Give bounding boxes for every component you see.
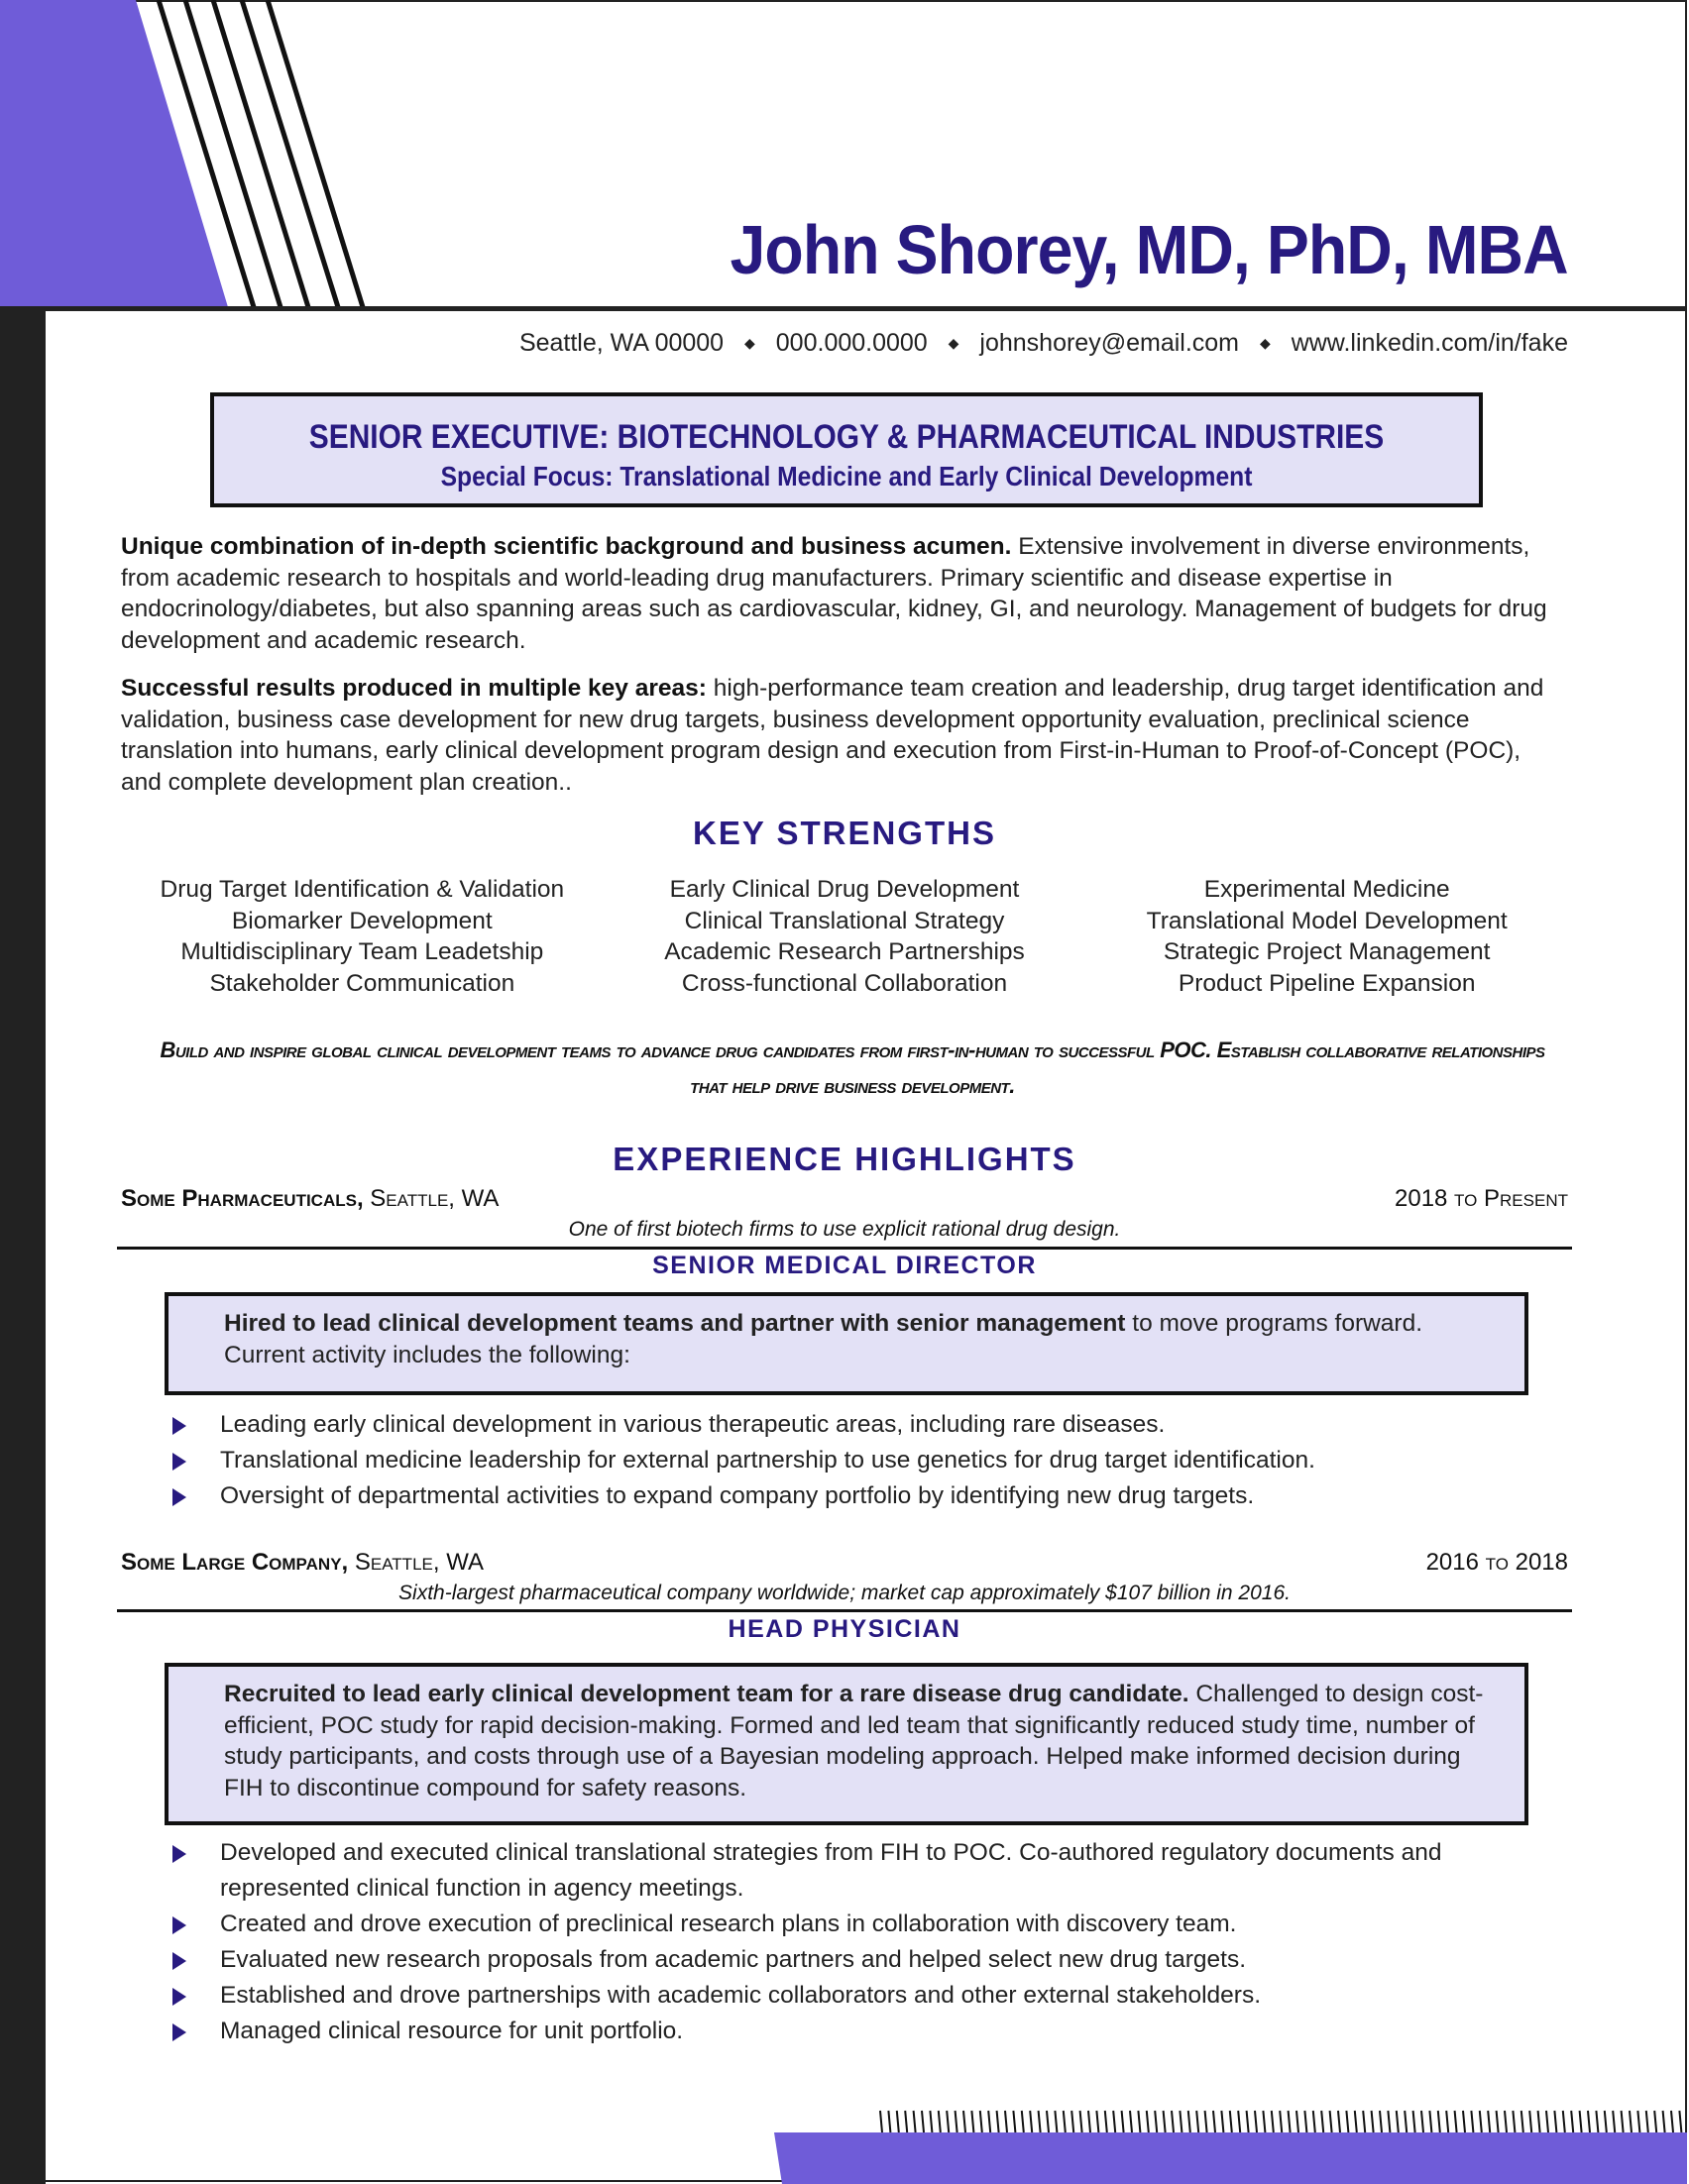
strength-item: Strategic Project Management bbox=[1163, 938, 1491, 965]
diamond-separator-icon: ◆ bbox=[948, 335, 959, 351]
tick-mark bbox=[1113, 2111, 1115, 2132]
strength-item: Early Clinical Drug Development bbox=[669, 876, 1020, 903]
strength-item: Clinical Translational Strategy bbox=[684, 907, 1005, 934]
tick-mark bbox=[1605, 2111, 1607, 2132]
tick-mark bbox=[1255, 2111, 1257, 2132]
tick-mark bbox=[1013, 2111, 1015, 2132]
diamond-separator-icon: ◆ bbox=[1259, 335, 1271, 351]
tick-mark bbox=[1180, 2111, 1182, 2132]
tick-mark bbox=[1164, 2111, 1166, 2132]
section-rule bbox=[117, 1609, 1572, 1612]
bullet-text: Oversight of departmental activities to expand company portfolio by identifying new drug targets. bbox=[220, 1482, 1255, 1509]
tick-mark bbox=[1405, 2111, 1407, 2132]
strengths-column bbox=[1085, 874, 1568, 999]
tick-mark bbox=[1196, 2111, 1198, 2132]
tick-mark bbox=[1122, 2111, 1124, 2132]
tick-mark bbox=[880, 2111, 882, 2132]
tick-mark bbox=[1289, 2111, 1291, 2132]
job-bullets bbox=[172, 1835, 1560, 2049]
tick-mark bbox=[905, 2111, 907, 2132]
list-item bbox=[172, 1407, 1560, 1443]
tick-mark bbox=[1296, 2111, 1298, 2132]
tick-mark bbox=[1580, 2111, 1582, 2132]
tick-mark bbox=[956, 2111, 957, 2132]
company-info bbox=[121, 1185, 499, 1212]
key-strengths-grid bbox=[121, 874, 1568, 999]
tick-mark bbox=[1613, 2111, 1615, 2132]
tick-mark bbox=[1130, 2111, 1132, 2132]
bullet-text: Evaluated new research proposals from academic partners and helped select new drug targets. bbox=[220, 1946, 1247, 1973]
tick-mark bbox=[1421, 2111, 1423, 2132]
tick-mark bbox=[1488, 2111, 1490, 2132]
summary-lead: Unique combination of in-depth scientific background and business acumen. bbox=[121, 533, 1012, 560]
tick-mark bbox=[1238, 2111, 1240, 2132]
job-bullets bbox=[172, 1407, 1560, 1514]
tick-mark bbox=[947, 2111, 949, 2132]
header-rule bbox=[0, 306, 1687, 311]
strength-item: Experimental Medicine bbox=[1203, 876, 1450, 903]
purple-footer-shape bbox=[774, 2132, 1687, 2184]
triangle-bullet-icon bbox=[172, 1488, 186, 1506]
tick-mark bbox=[1230, 2111, 1232, 2132]
summary-paragraph bbox=[121, 673, 1558, 798]
tick-mark bbox=[1105, 2111, 1107, 2132]
tick-mark bbox=[1047, 2111, 1049, 2132]
tick-mark bbox=[1022, 2111, 1024, 2132]
strength-item: Biomarker Development bbox=[231, 907, 493, 934]
tick-mark bbox=[1039, 2111, 1041, 2132]
tick-mark bbox=[1622, 2111, 1624, 2132]
tick-mark bbox=[1438, 2111, 1440, 2132]
tick-mark bbox=[1388, 2111, 1390, 2132]
tick-mark bbox=[1338, 2111, 1340, 2132]
tick-mark bbox=[1313, 2111, 1315, 2132]
job-title: SENIOR MEDICAL DIRECTOR bbox=[652, 1252, 1037, 1279]
tick-mark bbox=[1654, 2111, 1656, 2132]
tick-mark bbox=[1546, 2111, 1548, 2132]
job-summary-lead: Hired to lead clinical development teams and partner with senior management bbox=[224, 1310, 1126, 1337]
bullet-text: Developed and executed clinical translational strategies from FIH to POC. Co-authored regulatory documents and represented clinical function in agency meetings. bbox=[220, 1839, 1442, 1902]
job-title: HEAD PHYSICIAN bbox=[728, 1615, 961, 1643]
header-decoration bbox=[0, 0, 416, 309]
tick-mark bbox=[1471, 2111, 1473, 2132]
footer-decoration bbox=[733, 2101, 1687, 2184]
strength-item: Stakeholder Communication bbox=[209, 969, 515, 997]
tick-mark bbox=[1005, 2111, 1007, 2132]
tick-mark bbox=[1679, 2111, 1681, 2132]
tick-mark bbox=[1480, 2111, 1482, 2132]
job-summary-box bbox=[165, 1663, 1528, 1825]
tick-mark bbox=[1463, 2111, 1465, 2132]
summary-text: Extensive involvement in diverse environments, from academic research to hospitals and world-leading drug manufacturers. Primary scientific and disease expertise in endocrinology/diabetes, but also spanning areas such as cardiovascular, kidney, GI, and neurology. Management of budgets for drug development and academic research. bbox=[121, 533, 1547, 654]
tick-mark bbox=[1088, 2111, 1090, 2132]
tick-mark bbox=[988, 2111, 990, 2132]
bullet-text: Leading early clinical development in various therapeutic areas, including rare diseases. bbox=[220, 1411, 1166, 1438]
tick-mark bbox=[1272, 2111, 1274, 2132]
headline-subtitle: Special Focus: Translational Medicine and Early Clinical Development bbox=[440, 461, 1253, 491]
triangle-bullet-icon bbox=[172, 1453, 186, 1471]
tick-mark bbox=[1455, 2111, 1457, 2132]
tick-mark bbox=[1380, 2111, 1382, 2132]
tick-mark bbox=[1321, 2111, 1323, 2132]
list-item bbox=[172, 1942, 1560, 1978]
tick-mark bbox=[1304, 2111, 1306, 2132]
list-item bbox=[172, 1478, 1560, 1514]
tick-mark bbox=[1663, 2111, 1665, 2132]
tick-mark bbox=[1646, 2111, 1648, 2132]
experience-title: EXPERIENCE HIGHLIGHTS bbox=[613, 1141, 1076, 1177]
tick-mark bbox=[1155, 2111, 1157, 2132]
strength-item: Academic Research Partnerships bbox=[664, 938, 1025, 965]
tick-mark bbox=[1521, 2111, 1523, 2132]
contact-location: Seattle, WA 00000 bbox=[518, 329, 725, 357]
tick-mark bbox=[1346, 2111, 1348, 2132]
company-location: Seattle, WA bbox=[363, 1185, 500, 1212]
list-item bbox=[172, 1443, 1560, 1478]
section-rule bbox=[117, 1247, 1572, 1250]
footer-tick-marks bbox=[880, 2111, 1681, 2132]
triangle-bullet-icon bbox=[172, 1417, 186, 1435]
tick-mark bbox=[1413, 2111, 1415, 2132]
strengths-column bbox=[604, 874, 1086, 999]
strengths-column bbox=[121, 874, 604, 999]
list-item bbox=[172, 1978, 1560, 2014]
list-item bbox=[172, 1907, 1560, 1942]
tick-mark bbox=[1263, 2111, 1265, 2132]
headline-title: SENIOR EXECUTIVE: BIOTECHNOLOGY & PHARMACEUTICAL INDUSTRIES bbox=[308, 418, 1385, 456]
job-summary-text: to move programs forward. Current activity includes the following: bbox=[224, 1310, 1423, 1368]
tick-mark bbox=[1363, 2111, 1365, 2132]
tick-mark bbox=[1446, 2111, 1448, 2132]
tick-mark bbox=[1637, 2111, 1639, 2132]
tick-mark bbox=[980, 2111, 982, 2132]
company-name: Some Large Company, bbox=[121, 1549, 349, 1576]
tick-mark bbox=[1563, 2111, 1565, 2132]
tick-mark bbox=[1188, 2111, 1190, 2132]
job-header bbox=[121, 1549, 1568, 1577]
company-name: Some Pharmaceuticals, bbox=[121, 1185, 364, 1212]
job-header bbox=[121, 1185, 1568, 1213]
left-sidebar-bar bbox=[0, 306, 46, 2184]
tick-mark bbox=[1372, 2111, 1374, 2132]
job-summary-lead: Recruited to lead early clinical development team for a rare disease drug candidate. bbox=[224, 1681, 1189, 1707]
tick-mark bbox=[930, 2111, 932, 2132]
purple-slant-shape bbox=[0, 0, 228, 307]
tick-mark bbox=[1280, 2111, 1282, 2132]
job-dates: 2016 to 2018 bbox=[1425, 1549, 1568, 1576]
tick-mark bbox=[1147, 2111, 1149, 2132]
tick-mark bbox=[1529, 2111, 1531, 2132]
tick-mark bbox=[1213, 2111, 1215, 2132]
tick-mark bbox=[922, 2111, 924, 2132]
tick-mark bbox=[914, 2111, 916, 2132]
tick-mark bbox=[1671, 2111, 1673, 2132]
contact-linkedin[interactable]: www.linkedin.com/in/fake bbox=[1291, 329, 1568, 357]
headline-box bbox=[210, 392, 1483, 507]
company-description: One of first biotech firms to use explicit rational drug design. bbox=[568, 1218, 1121, 1241]
tick-mark bbox=[897, 2111, 899, 2132]
tick-mark bbox=[1571, 2111, 1573, 2132]
strength-item: Drug Target Identification & Validation bbox=[160, 876, 565, 903]
tick-mark bbox=[1247, 2111, 1249, 2132]
contact-phone[interactable]: 000.000.0000 bbox=[775, 329, 928, 357]
tick-mark bbox=[1096, 2111, 1098, 2132]
tick-mark bbox=[1080, 2111, 1082, 2132]
contact-email[interactable]: johnshorey@email.com bbox=[979, 329, 1240, 357]
job-dates: 2018 to Present bbox=[1395, 1185, 1568, 1212]
tick-mark bbox=[971, 2111, 973, 2132]
tick-mark bbox=[1513, 2111, 1515, 2132]
tick-mark bbox=[1355, 2111, 1357, 2132]
company-location: Seattle, WA bbox=[348, 1549, 484, 1576]
triangle-bullet-icon bbox=[172, 1952, 186, 1970]
summary-text: high-performance team creation and leadership, drug target identification and validation, business case development for new drug targets, business development opportunity evaluation, preclinical science translation into humans, early clinical development program design and execution from First-in-Human to Proof-of-Concept (POC), and complete development plan creation.. bbox=[121, 675, 1544, 796]
tick-mark bbox=[1221, 2111, 1223, 2132]
candidate-name: John Shorey, MD, PhD, MBA bbox=[730, 211, 1568, 288]
branding-tagline: Build and inspire global clinical development teams to advance drug candidates from first-in-human to successful POC. Establish collaborative relationships that help drive business development. bbox=[160, 1037, 1545, 1098]
tick-mark bbox=[1172, 2111, 1174, 2132]
tick-mark bbox=[1630, 2111, 1632, 2132]
tick-mark bbox=[1505, 2111, 1507, 2132]
tick-mark bbox=[1554, 2111, 1556, 2132]
job-summary-text: Challenged to design cost-efficient, POC study for rapid decision-making. Formed and led team that significantly reduced study time, number of study participants, and costs through use of a Bayesian modeling approach. Helped make informed decision during FIH to discontinue compound for safety reasons. bbox=[224, 1681, 1484, 1802]
job-summary-box bbox=[165, 1292, 1528, 1395]
tick-mark bbox=[1397, 2111, 1399, 2132]
tick-mark bbox=[1030, 2111, 1032, 2132]
summary-lead: Successful results produced in multiple key areas: bbox=[121, 675, 707, 702]
summary-paragraph bbox=[121, 531, 1558, 656]
bullet-text: Managed clinical resource for unit portfolio. bbox=[220, 2018, 684, 2044]
tick-mark bbox=[1538, 2111, 1540, 2132]
tick-mark bbox=[1055, 2111, 1057, 2132]
strength-item: Translational Model Development bbox=[1146, 907, 1508, 934]
tick-mark bbox=[1071, 2111, 1073, 2132]
tick-mark bbox=[939, 2111, 941, 2132]
triangle-bullet-icon bbox=[172, 2023, 186, 2041]
contact-line bbox=[519, 329, 1568, 358]
bullet-text: Established and drove partnerships with academic collaborators and other external stakeholders. bbox=[220, 1982, 1262, 2009]
strength-item: Multidisciplinary Team Leadetship bbox=[180, 938, 544, 965]
triangle-bullet-icon bbox=[172, 1988, 186, 2006]
strength-item: Product Pipeline Expansion bbox=[1178, 969, 1476, 997]
triangle-bullet-icon bbox=[172, 1916, 186, 1934]
bullet-text: Created and drove execution of preclinical research plans in collaboration with discovery team. bbox=[220, 1911, 1237, 1937]
tick-mark bbox=[997, 2111, 999, 2132]
tick-mark bbox=[1138, 2111, 1140, 2132]
list-item bbox=[172, 1835, 1560, 1907]
tick-mark bbox=[1429, 2111, 1431, 2132]
tick-mark bbox=[1596, 2111, 1598, 2132]
tick-mark bbox=[963, 2111, 965, 2132]
key-strengths-title: KEY STRENGTHS bbox=[693, 815, 996, 851]
bullet-text: Translational medicine leadership for external partnership to use genetics for drug target identification. bbox=[220, 1447, 1315, 1474]
tick-mark bbox=[1330, 2111, 1332, 2132]
tick-mark bbox=[1064, 2111, 1066, 2132]
tick-mark bbox=[1588, 2111, 1590, 2132]
tick-mark bbox=[888, 2111, 890, 2132]
triangle-bullet-icon bbox=[172, 1845, 186, 1863]
strength-item: Cross-functional Collaboration bbox=[681, 969, 1008, 997]
tick-mark bbox=[1497, 2111, 1499, 2132]
company-description: Sixth-largest pharmaceutical company worldwide; market cap approximately $107 billion in 2016. bbox=[398, 1582, 1291, 1604]
diamond-separator-icon: ◆ bbox=[744, 335, 755, 351]
tick-mark bbox=[1205, 2111, 1207, 2132]
company-info bbox=[121, 1549, 484, 1576]
list-item bbox=[172, 2014, 1560, 2049]
